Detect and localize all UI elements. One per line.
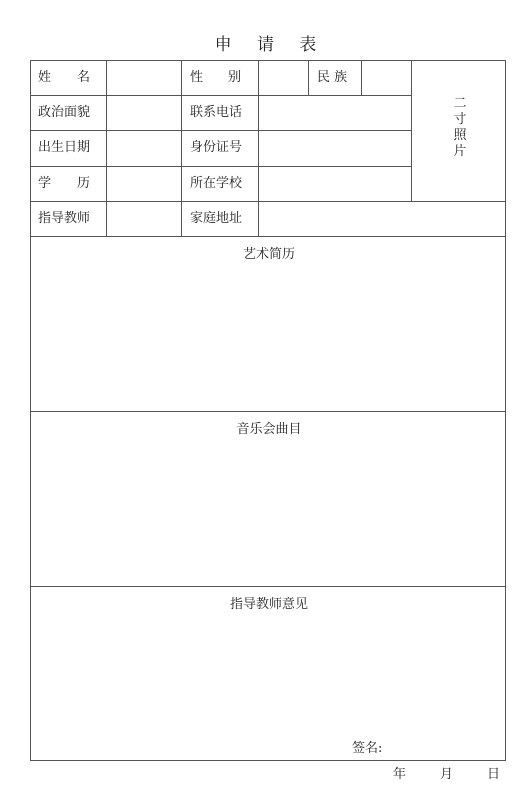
column-divider xyxy=(181,61,182,237)
label-teacher: 指导教师 xyxy=(38,211,91,226)
signature-label: 签名: xyxy=(352,741,383,756)
label-education-2: 历 xyxy=(77,176,91,191)
photo-placeholder-label: 二寸照片 xyxy=(453,96,467,159)
id-number-field[interactable] xyxy=(259,131,411,166)
school-field[interactable] xyxy=(259,167,411,201)
birth-date-field[interactable] xyxy=(107,131,181,166)
column-divider xyxy=(308,61,309,96)
section-title-teacher-opinion: 指导教师意见 xyxy=(229,597,308,612)
label-gender-2: 别 xyxy=(228,70,242,85)
label-school: 所在学校 xyxy=(190,176,243,191)
name-field[interactable] xyxy=(107,61,181,95)
phone-field[interactable] xyxy=(259,96,411,130)
application-form xyxy=(30,60,506,761)
label-gender-1: 性 xyxy=(190,70,204,85)
label-phone: 联系电话 xyxy=(190,105,243,120)
row-divider xyxy=(31,236,505,237)
label-birth-date: 出生日期 xyxy=(38,140,91,155)
section-title-art-resume: 艺术简历 xyxy=(242,247,295,262)
concert-repertoire-area[interactable] xyxy=(31,441,505,585)
ethnicity-field[interactable] xyxy=(362,61,411,95)
teacher-opinion-area[interactable] xyxy=(31,616,505,726)
label-education-1: 学 xyxy=(38,176,52,191)
month-label: 月 xyxy=(440,767,454,782)
teacher-field[interactable] xyxy=(107,202,181,236)
label-name-1: 姓 xyxy=(38,70,52,85)
label-id-number: 身份证号 xyxy=(190,140,243,155)
page-title: 申 请 表 xyxy=(214,35,327,55)
art-resume-area[interactable] xyxy=(31,266,505,410)
education-field[interactable] xyxy=(107,167,181,201)
label-political-status: 政治面貌 xyxy=(38,105,91,120)
label-home-address: 家庭地址 xyxy=(190,211,243,226)
gender-field[interactable] xyxy=(259,61,308,95)
section-title-concert-repertoire: 音乐会曲目 xyxy=(236,422,302,437)
label-name-2: 名 xyxy=(77,70,91,85)
column-divider xyxy=(411,61,412,202)
label-ethnicity: 民 族 xyxy=(317,70,348,85)
section-divider xyxy=(31,586,505,587)
year-label: 年 xyxy=(393,767,407,782)
day-label: 日 xyxy=(487,767,501,782)
political-status-field[interactable] xyxy=(107,96,181,130)
home-address-field[interactable] xyxy=(259,202,505,236)
section-divider xyxy=(31,411,505,412)
